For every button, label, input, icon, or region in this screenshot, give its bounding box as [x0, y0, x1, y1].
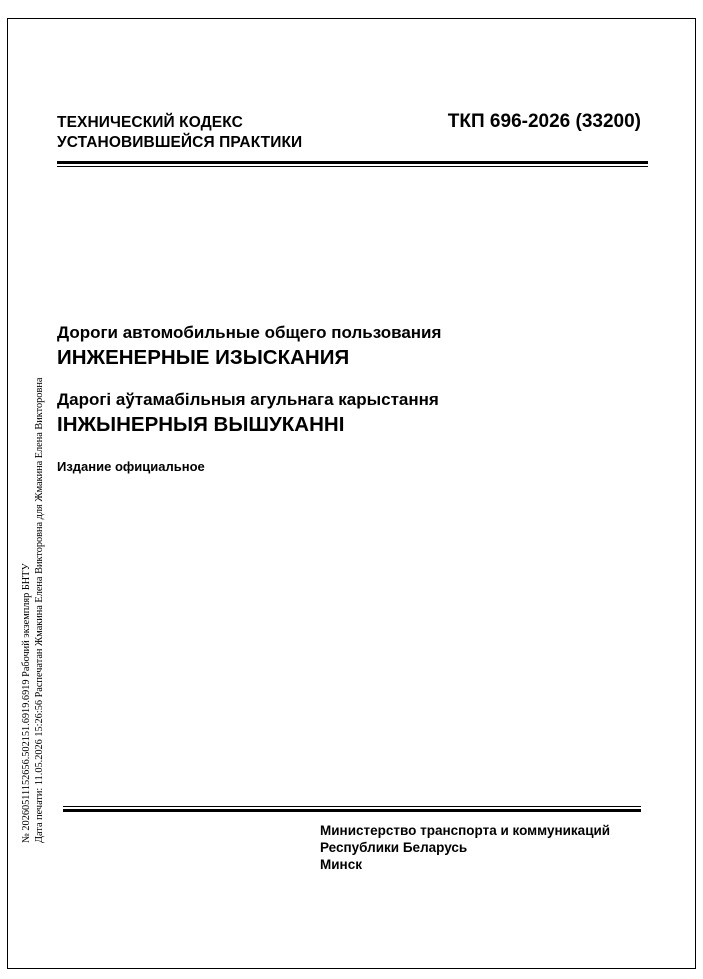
publisher-line-2: Республики Беларусь [320, 840, 468, 855]
header-rule-thin [57, 166, 648, 167]
document-category [57, 113, 302, 153]
title-belarusian-subtitle: Дарогі аўтамабільныя агульнага карыстання [57, 390, 439, 409]
publisher-line-1: Министерство транспорта и коммуникаций [320, 823, 611, 838]
publisher-block [320, 822, 610, 873]
print-stamp-line-2: Дата печати: 11.05.2026 15:26:56 Распечатан Жмакина Елена Викторовна для Жмакина Елена Викторовна [33, 377, 45, 843]
header-rule-thick [57, 161, 648, 164]
edition-note: Издание официальное [57, 459, 205, 474]
print-stamp-line-1: № 20260511152656.502151.6919.6919 Рабочий экземпляр БНТУ [21, 563, 32, 843]
document-designation: ТКП 696-2026 (33200) [447, 111, 641, 132]
title-belarusian-main: ІНЖЫНЕРНЫЯ ВЫШУКАННІ [57, 413, 345, 436]
title-block [57, 322, 657, 475]
title-russian-main: ИНЖЕНЕРНЫЕ ИЗЫСКАНИЯ [57, 346, 350, 369]
footer-rule-thick [63, 809, 641, 812]
document-category-line-2: УСТАНОВИВШЕЙСЯ ПРАКТИКИ [57, 134, 303, 151]
print-stamp [21, 378, 46, 843]
title-russian-subtitle: Дороги автомобильные общего пользования [57, 323, 442, 342]
document-category-line-1: ТЕХНИЧЕСКИЙ КОДЕКС [57, 114, 243, 131]
footer-rule-thin [63, 806, 641, 807]
publisher-city: Минск [320, 857, 362, 872]
